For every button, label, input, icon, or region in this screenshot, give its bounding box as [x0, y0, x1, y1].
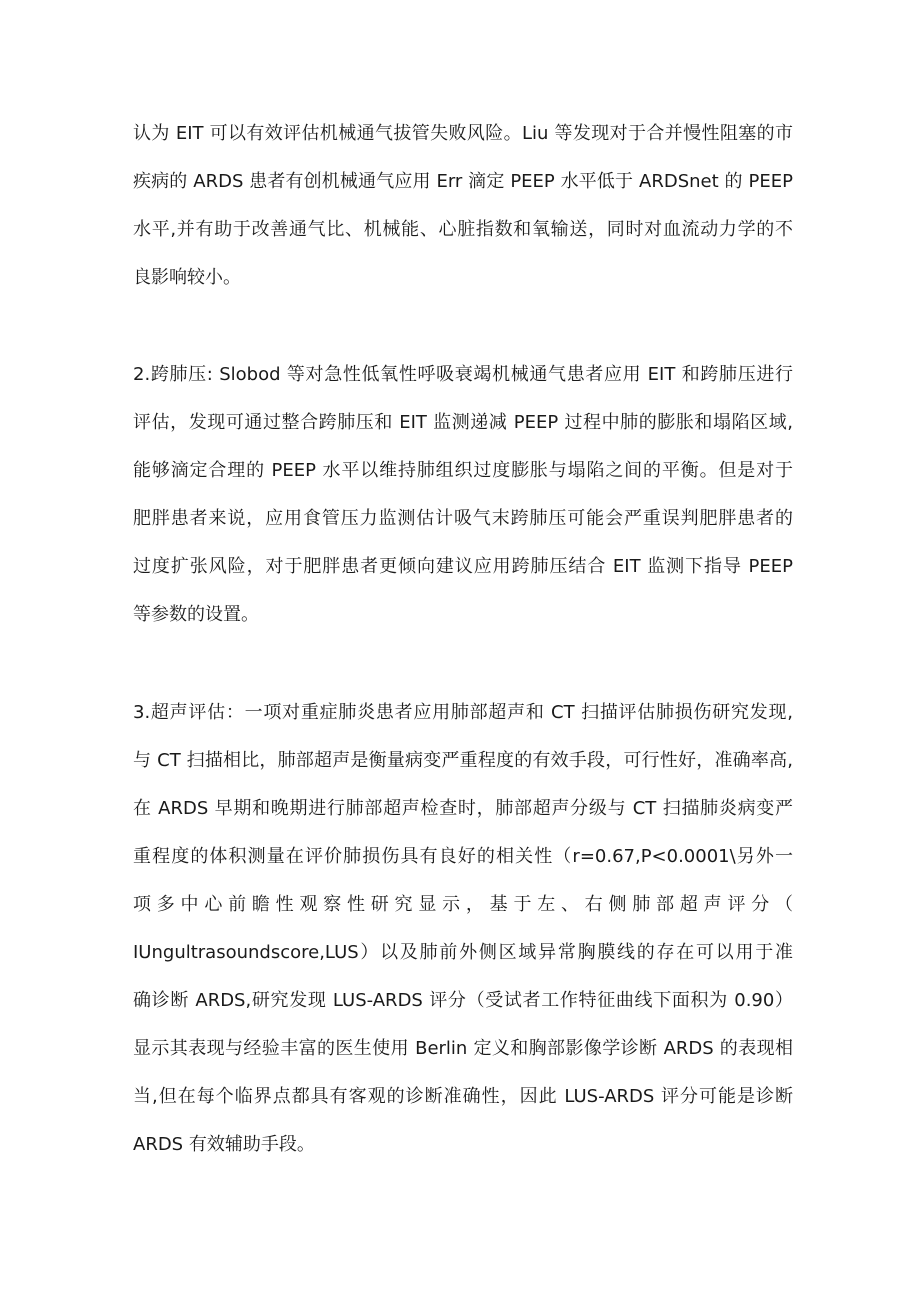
- paragraph-eit-extubation: [133, 110, 793, 302]
- text-line: 良影响较小。: [133, 267, 241, 288]
- text-line: 疾病的 ARDS 患者有创机械通气应用 Err 滴定 PEEP 水平低于 ARDSnet 的 PEEP: [133, 171, 793, 192]
- text-line: 确诊断 ARDS,研究发现 LUS-ARDS 评分（受试者工作特征曲线下面积为 0.90）: [133, 990, 793, 1011]
- text-line: 3.超声评估：一项对重症肺炎患者应用肺部超声和 CT 扫描评估肺损伤研究发现,: [133, 702, 793, 723]
- text-line: 与 CT 扫描相比，肺部超声是衡量病变严重程度的有效手段，可行性好，准确率高,: [133, 750, 793, 771]
- text-line: 等参数的设置。: [133, 604, 259, 625]
- text-line: 重程度的体积测量在评价肺损伤具有良好的相关性（r=0.67,P<0.0001\另外一: [133, 846, 793, 867]
- paragraph-transpulmonary-pressure: [133, 351, 793, 639]
- text-line: 评估，发现可通过整合跨肺压和 EIT 监测递减 PEEP 过程中肺的膨胀和塌陷区域,: [133, 412, 793, 433]
- text-line: 能够滴定合理的 PEEP 水平以维持肺组织过度膨胀与塌陷之间的平衡。但是对于: [133, 460, 793, 481]
- text-line: 显示其表现与经验丰富的医生使用 Berlin 定义和胸部影像学诊断 ARDS 的表现相: [133, 1038, 793, 1059]
- text-line: ARDS 有效辅助手段。: [133, 1134, 315, 1155]
- text-line: 认为 EIT 可以有效评估机械通气拔管失败风险。Liu 等发现对于合并慢性阻塞的市: [133, 123, 793, 144]
- text-line: 2.跨肺压: Slobod 等对急性低氧性呼吸衰竭机械通气患者应用 EIT 和跨肺压进行: [133, 364, 793, 385]
- text-line: 肥胖患者来说，应用食管压力监测估计吸气末跨肺压可能会严重误判肥胖患者的: [133, 508, 793, 529]
- text-line: 项多中心前瞻性观察性研究显示，基于左、右侧肺部超声评分（: [133, 894, 793, 915]
- text-line: 在 ARDS 早期和晚期进行肺部超声检查时，肺部超声分级与 CT 扫描肺炎病变严: [133, 798, 793, 819]
- text-line: 当,但在每个临界点都具有客观的诊断准确性，因此 LUS-ARDS 评分可能是诊断: [133, 1086, 793, 1107]
- text-line: 过度扩张风险，对于肥胖患者更倾向建议应用跨肺压结合 EIT 监测下指导 PEEP: [133, 556, 793, 577]
- text-line: IUngultrasoundscore,LUS）以及肺前外侧区域异常胸膜线的存在可以用于准: [133, 942, 793, 963]
- paragraph-ultrasound-assessment: [133, 689, 793, 1169]
- text-line: 水平,并有助于改善通气比、机械能、心脏指数和氧输送，同时对血流动力学的不: [133, 219, 793, 240]
